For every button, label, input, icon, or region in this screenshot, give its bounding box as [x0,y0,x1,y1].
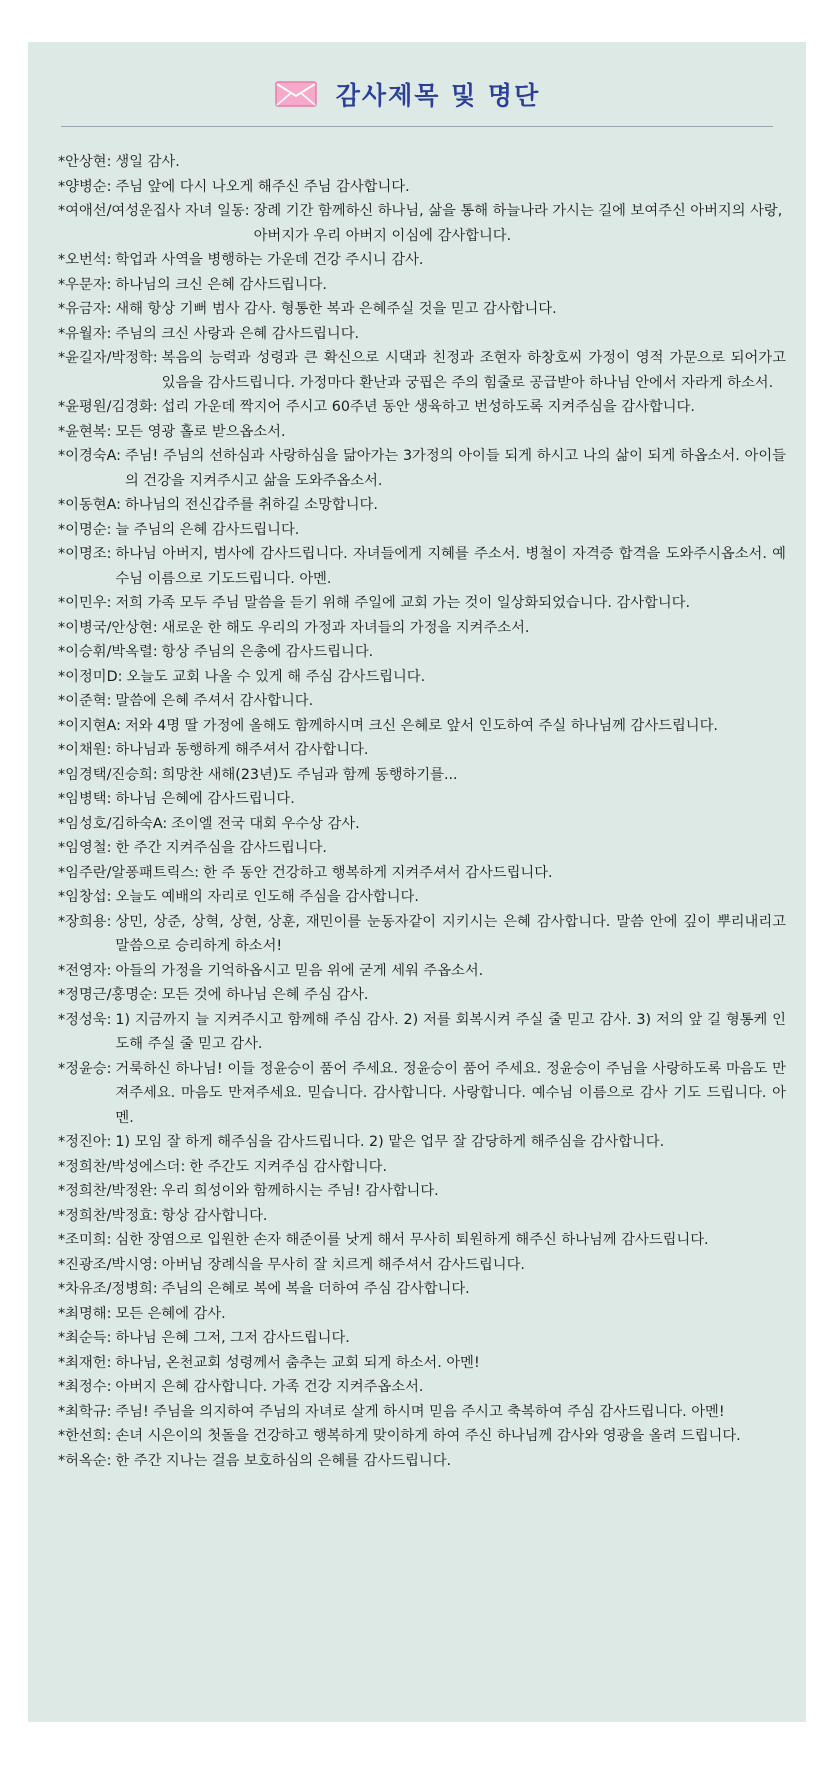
list-item [58,542,786,591]
entry-name: *여애선/여성운집사 자녀 일동: [58,203,250,219]
entry-name: *허옥순: [58,1452,112,1469]
entry-message: 거룩하신 하나님! 이들 정윤승이 품어 주세요. 정윤승이 품어 주세요. 정윤승이 주님을 사랑하도록 마음도 만져주세요. 마음도 만져주세요. 믿습니다. 감사합니다. 사랑합니다. 예수님 이름으로 감사 기도 드립니다. 아멘. [115,1060,786,1126]
entry-message: 학업과 사역을 병행하는 가운데 건강 주시니 감사. [115,252,424,268]
entry-name: *진광조/박시영: [58,1256,158,1273]
list-item [58,812,786,837]
entry-message: 하나님 은혜 그저, 그저 감사드립니다. [115,1330,350,1346]
entry-message: 심한 장염으로 입원한 손자 해준이를 낫게 해서 무사히 퇴원하게 해주신 하나님께 감사드립니다. [115,1232,709,1248]
list-item [58,1008,786,1057]
entry-name: *장희용: [58,913,112,930]
thanks-list [58,150,786,1473]
entry-message: 우리 희성이와 함께하시는 주님! 감사합니다. [161,1183,439,1199]
list-item [58,395,786,420]
entry-name: *이승휘/박옥렬: [58,644,158,660]
entry-name: *정성욱: [58,1011,112,1028]
entry-message: 한 주간 지켜주심을 감사드립니다. [115,840,327,856]
list-item [58,1179,786,1204]
entry-message: 새로운 한 해도 우리의 가정과 자녀들의 가정을 지켜주소서. [161,619,530,636]
entry-name: *임주란/알퐁패트릭스: [58,864,200,881]
entry-message: 주님! 주님의 선하심과 사랑하심을 닮아가는 3가정의 아이들 되게 하시고 나의 삶이 되게 하옵소서. 아이들의 건강을 지켜주시고 삶을 도와주옵소서. [124,448,786,489]
entry-message: 1) 지금까지 늘 지켜주시고 함께해 주심 감사. 2) 저를 회복시켜 주실 줄 믿고 감사. 3) 저의 앞 길 형통케 인도해 주실 줄 믿고 감사. [115,1011,786,1052]
list-item [58,640,786,665]
entry-name: *윤현복: [58,423,112,440]
list-item [58,199,786,248]
entry-name: *최학규: [58,1403,112,1420]
entry-name: *이병국/안상현: [58,619,158,636]
title-divider [61,126,773,127]
list-item [58,420,786,445]
list-item [58,1228,786,1253]
entry-name: *정희찬/박정완: [58,1183,158,1199]
list-item [58,763,786,788]
entry-message: 한 주 동안 건강하고 행복하게 지켜주셔서 감사드립니다. [203,864,553,881]
list-item [58,248,786,273]
list-item [58,322,786,347]
entry-name: *임경택/진승희: [58,766,158,783]
title-row [28,68,806,120]
entry-name: *이정미D: [58,668,123,685]
entry-message: 저와 4명 딸 가정에 올해도 함께하시며 크신 은혜로 앞서 인도하여 주실 하나님께 감사드립니다. [124,717,718,734]
entry-message: 항상 감사합니다. [161,1207,268,1224]
entry-name: *정진아: [58,1134,112,1150]
entry-name: *최명해: [58,1305,112,1322]
list-item [58,787,786,812]
entry-name: *최순득: [58,1330,112,1346]
list-item [58,714,786,739]
entry-message: 주님의 은혜로 복에 복을 더하여 주심 감사합니다. [161,1281,470,1297]
entry-message: 하나님 아버지, 범사에 감사드립니다. 자녀들에게 지혜를 주소서. 병철이 자격증 합격을 도와주시옵소서. 예수님 이름으로 기도드립니다. 아멘. [115,546,786,587]
entry-name: *임창섭: [58,889,112,905]
entry-message: 하나님의 크신 은혜 감사드립니다. [115,276,327,293]
entry-name: *이명순: [58,521,112,538]
list-item [58,273,786,298]
entry-name: *최재헌: [58,1354,112,1371]
entry-message: 아들의 가정을 기억하옵시고 믿음 위에 굳게 세워 주옵소서. [115,962,484,979]
list-item [58,346,786,395]
entry-name: *정희찬/박정효: [58,1207,158,1224]
entry-name: *윤평원/김경화: [58,399,158,415]
list-item [58,518,786,543]
entry-name: *조미희: [58,1232,112,1248]
list-item [58,1424,786,1449]
entry-name: *이경숙A: [58,448,121,464]
list-item [58,1204,786,1229]
list-item [58,1351,786,1376]
list-item [58,1155,786,1180]
list-item [58,591,786,616]
list-item [58,1057,786,1131]
entry-message: 아버님 장례식을 무사히 잘 치르게 해주셔서 감사드립니다. [161,1256,525,1273]
entry-message: 모든 것에 하나님 은혜 주심 감사. [161,987,369,1003]
list-item [58,861,786,886]
entry-message: 1) 모임 잘 하게 해주심을 감사드립니다. 2) 맡은 업무 잘 감당하게 해주심을 감사합니다. [115,1134,665,1150]
entry-name: *오번석: [58,252,112,268]
entry-name: *유금자: [58,301,112,317]
entry-message: 한 주간도 지켜주심 감사합니다. [189,1158,387,1175]
list-item [58,150,786,175]
entry-message: 주님의 크신 사랑과 은혜 감사드립니다. [115,325,360,342]
list-item [58,738,786,763]
entry-message: 오늘도 예배의 자리로 인도해 주심을 감사합니다. [115,889,419,905]
entry-name: *이동현A: [58,497,121,513]
list-item [58,175,786,200]
entry-message: 늘 주님의 은혜 감사드립니다. [115,521,300,538]
entry-message: 저희 가족 모두 주님 말씀을 듣기 위해 주일에 교회 가는 것이 일상화되었습니다. 감사합니다. [115,595,691,611]
list-item [58,689,786,714]
entry-name: *정명근/홍명순: [58,987,158,1003]
entry-message: 주님! 주님을 의지하여 주님의 자녀로 살게 하시며 믿음 주시고 축복하여 주심 감사드립니다. 아멘! [115,1403,725,1420]
entry-name: *임영철: [58,840,112,856]
entry-message: 하나님의 전신갑주를 취하길 소망합니다. [124,497,378,513]
entry-message: 장례 기간 함께하신 하나님, 삶을 통해 하늘나라 가시는 길에 보여주신 아버지의 사랑, 아버지가 우리 아버지 이심에 감사합니다. [253,203,783,244]
entry-message: 조이엘 전국 대회 우수상 감사. [171,815,360,832]
entry-name: *윤길자/박정학: [58,350,158,366]
entry-message: 상민, 상준, 상혁, 상현, 상훈, 재민이를 눈동자같이 지키시는 은혜 감사합니다. 말씀 안에 깊이 뿌리내리고 말씀으로 승리하게 하소서! [115,913,786,954]
entry-name: *임병택: [58,791,112,807]
page-title: 감사제목 및 명단 [335,81,541,110]
list-item [58,1449,786,1474]
list-item [58,959,786,984]
entry-name: *이명조: [58,546,112,562]
entry-name: *양병순: [58,178,112,195]
entry-name: *정윤승: [58,1060,112,1077]
entry-message: 하나님과 동행하게 해주셔서 감사합니다. [115,742,369,758]
entry-name: *전영자: [58,962,112,979]
entry-message: 모든 영광 홀로 받으옵소서. [115,423,286,440]
entry-message: 한 주간 지나는 걸음 보호하심의 은혜를 감사드립니다. [115,1452,452,1469]
entry-message: 오늘도 교회 나올 수 있게 해 주심 감사드립니다. [126,668,426,685]
list-item [58,1400,786,1425]
entry-name: *한선희: [58,1428,112,1444]
entry-name: *우문자: [58,276,112,293]
entry-name: *이채원: [58,742,112,758]
entry-message: 하나님, 온천교회 성령께서 춤추는 교회 되게 하소서. 아멘! [115,1354,480,1371]
entry-message: 희망찬 새해(23년)도 주님과 함께 동행하기를... [161,766,458,783]
list-item [58,1277,786,1302]
entry-name: *최정수: [58,1379,112,1395]
entry-message: 생일 감사. [115,154,180,170]
entry-name: *유월자: [58,325,112,342]
list-item [58,493,786,518]
list-item [58,665,786,690]
entry-message: 아버지 은혜 감사합니다. 가족 건강 지켜주옵소서. [115,1379,424,1395]
entry-message: 하나님 은혜에 감사드립니다. [115,791,295,807]
envelope-icon [274,78,318,110]
list-item [58,836,786,861]
entry-name: *안상현: [58,154,112,170]
list-item [58,297,786,322]
list-item [58,444,786,493]
entry-message: 복음의 능력과 성령과 큰 확신으로 시댁과 친정과 조현자 하창호씨 가정이 영적 가문으로 되어가고 있음을 감사드립니다. 가정마다 환난과 궁핍은 주의 힘줄로 공급받아 하나님 안에서 자라게 하소서. [161,350,786,391]
entry-name: *이준혁: [58,693,112,709]
entry-message: 항상 주님의 은총에 감사드립니다. [161,644,374,660]
list-item [58,1302,786,1327]
entry-name: *차유조/정병희: [58,1281,158,1297]
list-item [58,1253,786,1278]
entry-message: 새해 항상 기뻐 범사 감사. 형통한 복과 은혜주실 것을 믿고 감사합니다. [115,301,557,317]
entry-message: 말씀에 은혜 주셔서 감사합니다. [115,693,314,709]
entry-name: *임성호/김하숙A: [58,815,168,832]
list-item [58,1326,786,1351]
entry-message: 섭리 가운데 짝지어 주시고 60주년 동안 생육하고 번성하도록 지켜주심을 감사합니다. [161,399,695,415]
list-item [58,910,786,959]
list-item [58,983,786,1008]
list-item [58,616,786,641]
entry-name: *이지현A: [58,717,121,734]
list-item [58,885,786,910]
entry-name: *정희찬/박성에스더: [58,1158,186,1175]
entry-name: *이민우: [58,595,112,611]
entry-message: 모든 은혜에 감사. [115,1305,226,1322]
entry-message: 손녀 시은이의 첫돌을 건강하고 행복하게 맞이하게 하여 주신 하나님께 감사와 영광을 올려 드립니다. [115,1428,741,1444]
list-item [58,1375,786,1400]
entry-message: 주님 앞에 다시 나오게 해주신 주님 감사합니다. [115,178,410,195]
list-item [58,1130,786,1155]
thanksgiving-panel [28,42,806,1722]
